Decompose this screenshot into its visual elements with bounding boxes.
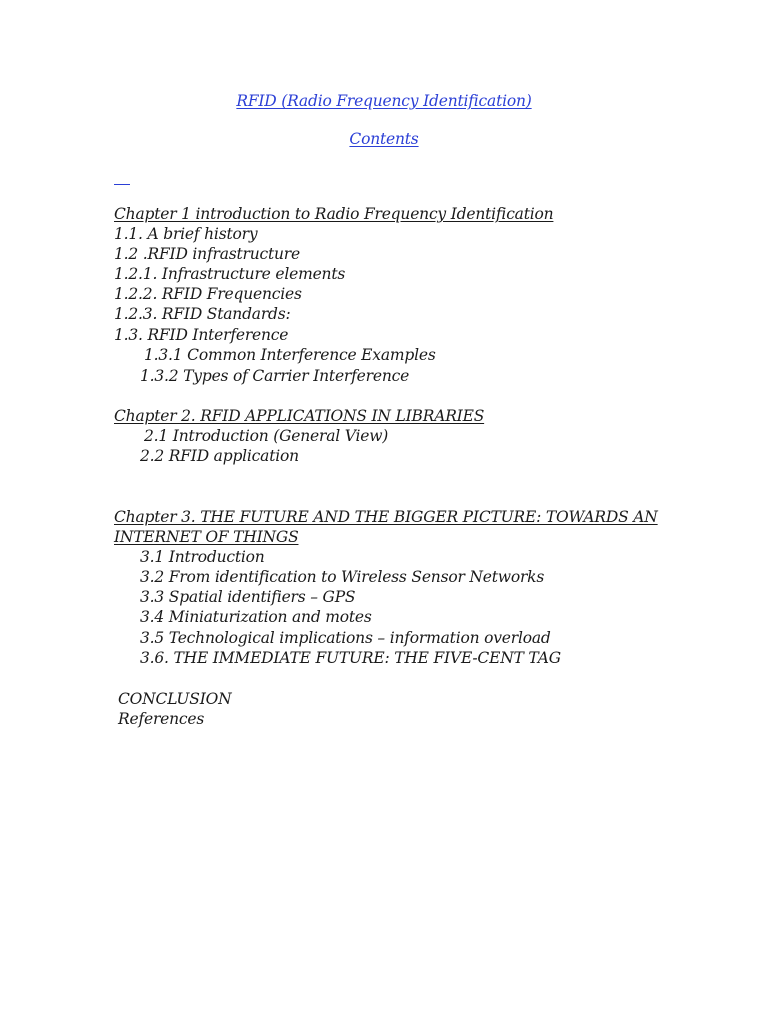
toc-conclusion: CONCLUSION <box>118 690 232 708</box>
toc-item-3-4: 3.4 Miniaturization and motes <box>140 608 372 626</box>
toc-item-1-2: 1.2 .RFID infrastructure <box>114 245 300 263</box>
toc-item-2-1: 2.1 Introduction (General View) <box>144 427 389 445</box>
toc-item-1-2-3: 1.2.3. RFID Standards: <box>114 305 291 323</box>
toc-item-3-1: 3.1 Introduction <box>140 548 265 566</box>
chapter-2-heading: Chapter 2. RFID APPLICATIONS IN LIBRARIES <box>114 407 485 425</box>
contents-link[interactable]: Contents <box>349 130 419 148</box>
chapter-3-heading-line-2: INTERNET OF THINGS <box>114 528 299 546</box>
toc-item-2-2: 2.2 RFID application <box>140 447 299 465</box>
toc-references: References <box>118 710 205 728</box>
toc-item-3-5: 3.5 Technological implications – information overload <box>140 629 551 647</box>
toc-item-1-2-2: 1.2.2. RFID Frequencies <box>114 285 302 303</box>
document-title-link[interactable]: RFID (Radio Frequency Identification) <box>236 92 532 110</box>
chapter-1-heading: Chapter 1 introduction to Radio Frequency Identification <box>114 205 554 223</box>
toc-item-3-6: 3.6. THE IMMEDIATE FUTURE: THE FIVE-CENT TAG <box>140 649 561 667</box>
toc-item-1-3-1: 1.3.1 Common Interference Examples <box>144 346 436 364</box>
contents-line <box>0 129 768 149</box>
toc-item-3-2: 3.2 From identification to Wireless Sensor Networks <box>140 568 545 586</box>
toc-item-1-3: 1.3. RFID Interference <box>114 326 289 344</box>
empty-link-underline[interactable] <box>114 184 130 185</box>
toc-item-1-3-2: 1.3.2 Types of Carrier Interference <box>140 367 410 385</box>
toc-item-1-2-1: 1.2.1. Infrastructure elements <box>114 265 346 283</box>
toc-item-1-1: 1.1. A brief history <box>114 225 258 243</box>
title-line <box>0 91 768 111</box>
chapter-3-heading-line-1: Chapter 3. THE FUTURE AND THE BIGGER PICTURE: TOWARDS AN <box>114 508 658 526</box>
toc-item-3-3: 3.3 Spatial identifiers – GPS <box>140 588 356 606</box>
